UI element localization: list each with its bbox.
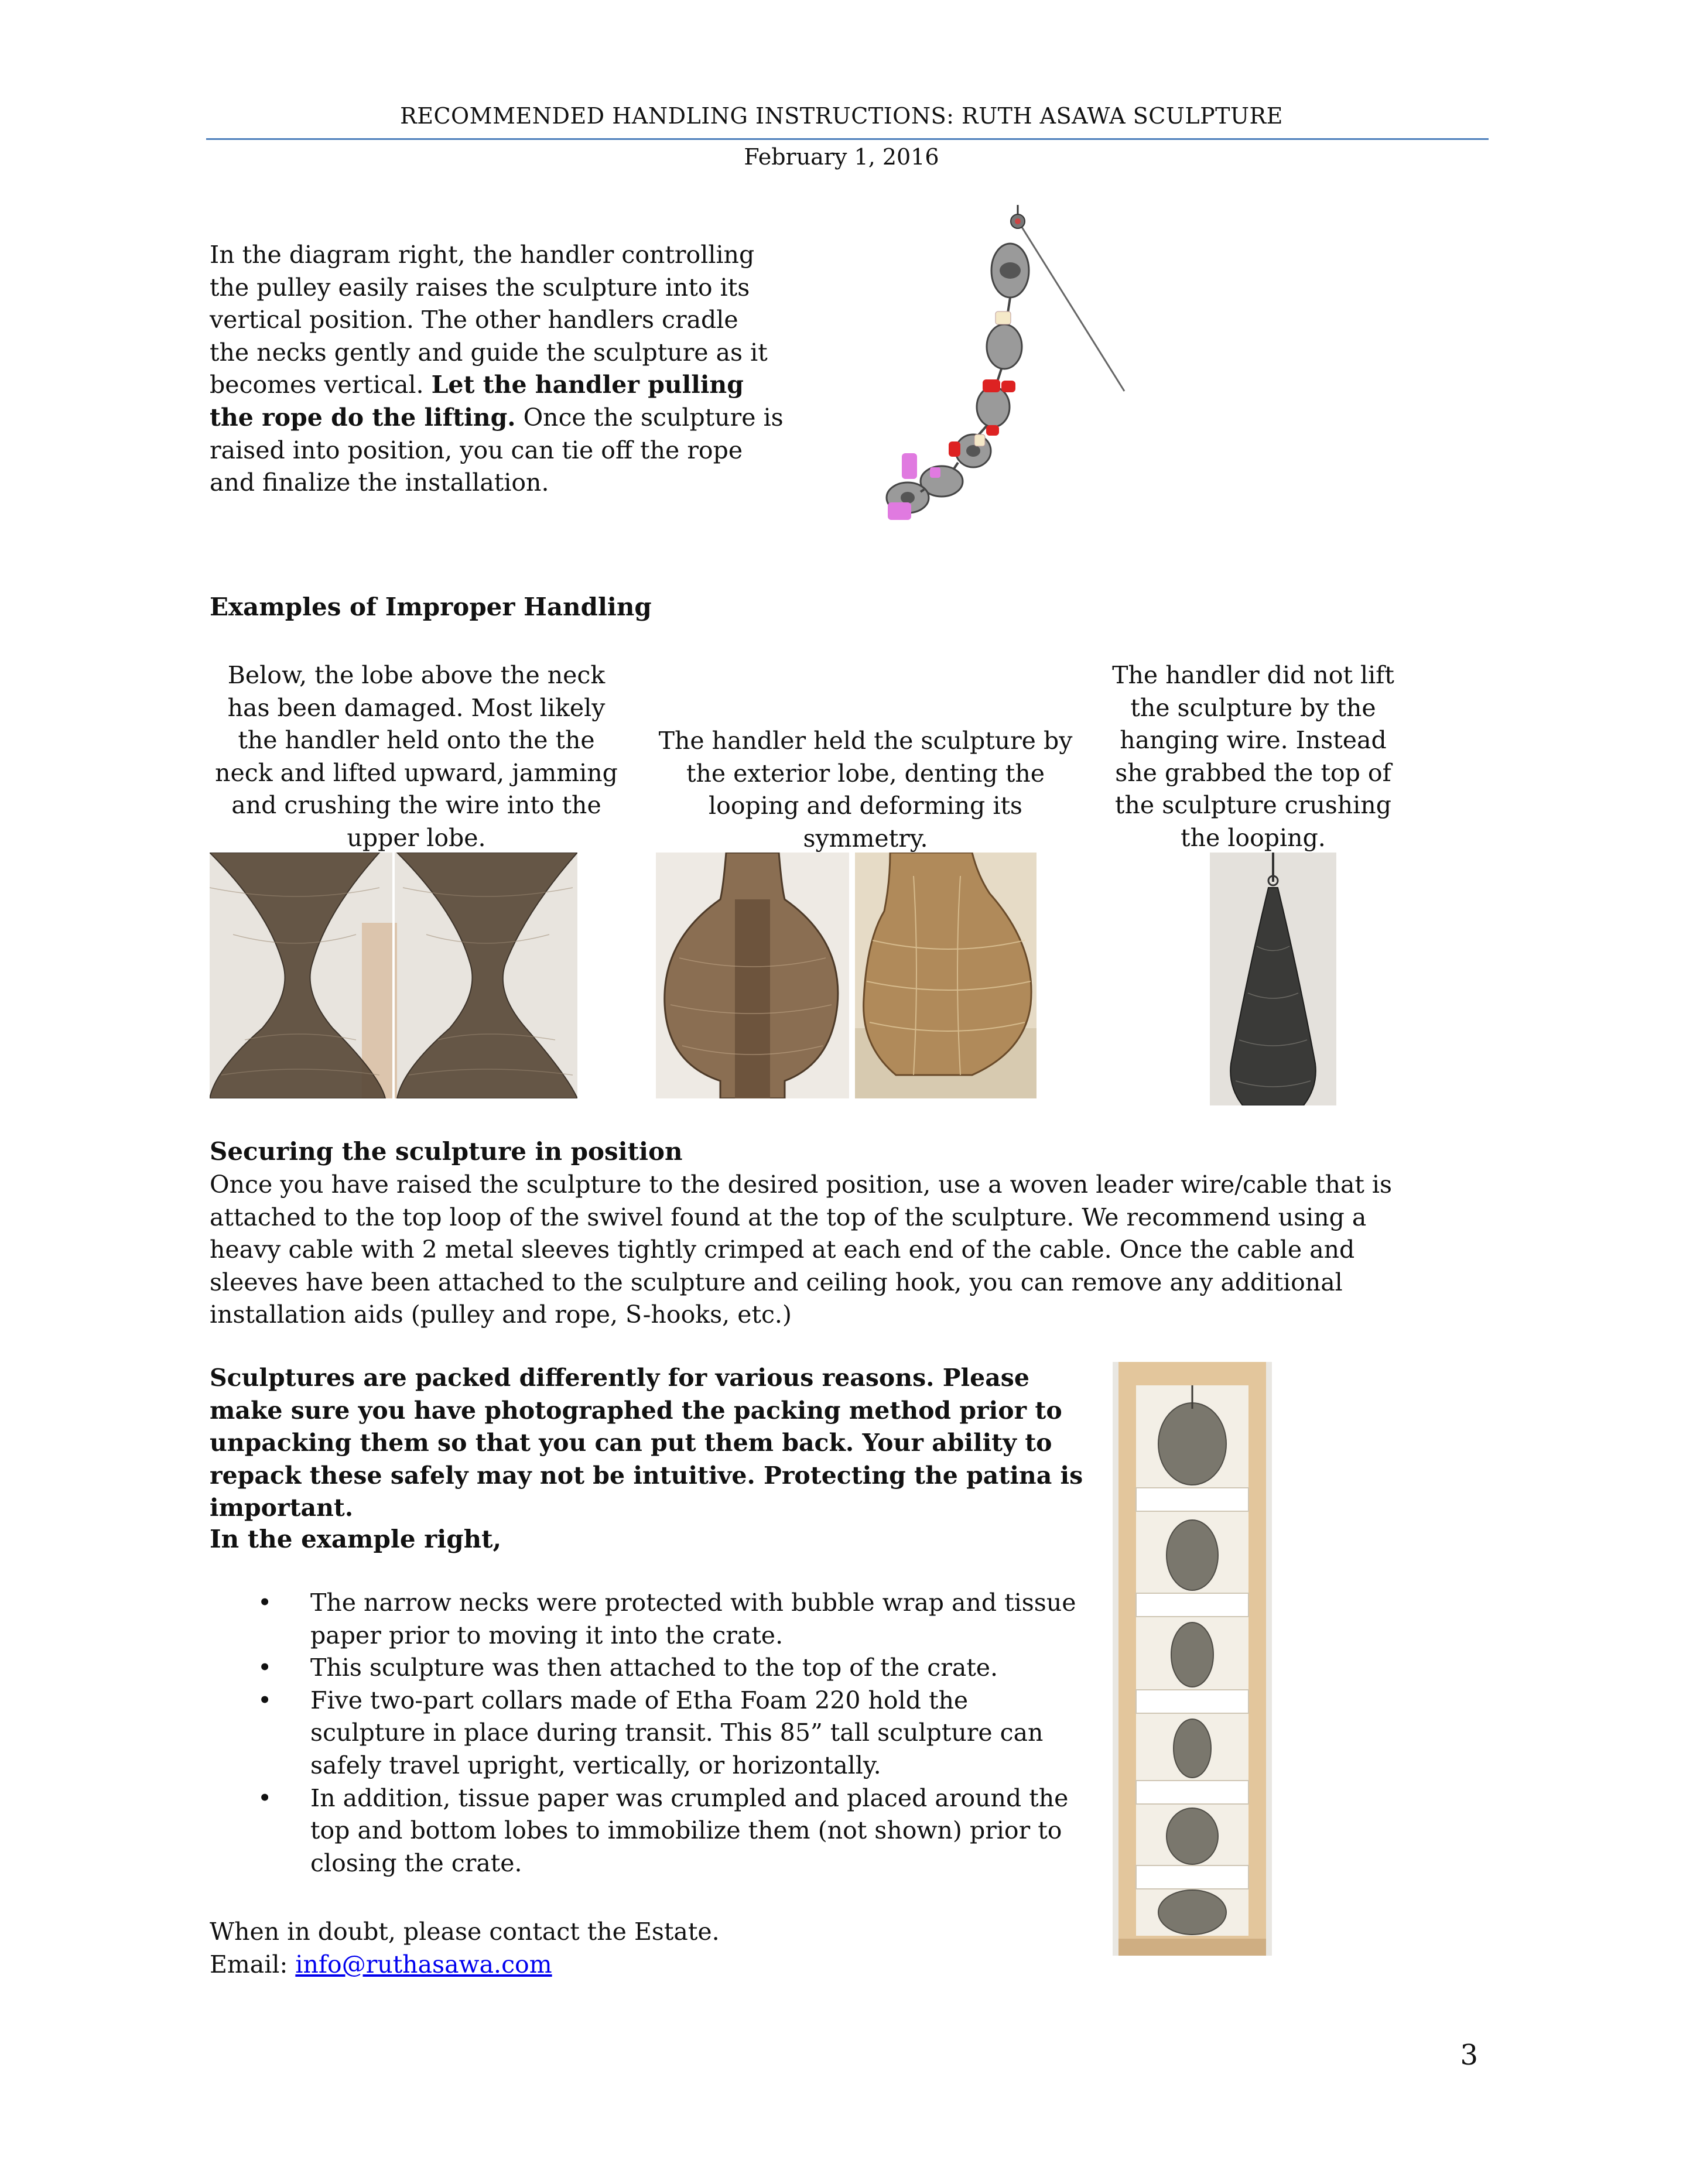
bullet-text: This sculpture was then attached to the top of the crate. xyxy=(310,1654,998,1682)
improper-handling-heading: Examples of Improper Handling xyxy=(210,593,652,621)
example-heading: In the example right, xyxy=(210,1525,502,1553)
bullet-marker: • xyxy=(258,1686,272,1714)
bullet-marker: • xyxy=(258,1654,272,1682)
bullet-text: In addition, tissue paper was crumpled and placed around the top and bottom lobes to immobilize them (not shown) prior to closing the crate. xyxy=(310,1784,1069,1877)
photo-packing-crate xyxy=(1113,1362,1272,1956)
bullet-item xyxy=(258,1685,1089,1782)
pulley-diagram-illustration xyxy=(855,205,1136,533)
contact-line: When in doubt, please contact the Estate. xyxy=(210,1918,720,1946)
securing-paragraph: Once you have raised the sculpture to the desired position, use a woven leader wire/cable that is attached to the top loop of the swivel found at the top of the sculpture. We recommend using a heavy cable with 2 metal sleeves tightly crimped at each end of the cable. Once the cable and sleeves have been attached to the sculpture and ceiling hook, you can remove any additional installation aids (pulley and rope, S-hooks, etc.) xyxy=(210,1170,1393,1329)
caption-crushed-top: The handler did not lift the sculpture by the hanging wire. Instead she grabbed the top of the sculpture crushing the looping. xyxy=(1112,661,1394,852)
email-label: Email: xyxy=(210,1950,296,1978)
caption-damaged-lobe: Below, the lobe above the neck has been damaged. Most likely the handler held onto the the neck and lifted upward, jamming and crushing the wire into the upper lobe. xyxy=(215,661,618,852)
photo-dented-lobe-right xyxy=(855,853,1037,1098)
bullet-item xyxy=(258,1782,1089,1880)
bullet-marker: • xyxy=(258,1784,272,1812)
bullet-item xyxy=(258,1587,1089,1652)
page-number: 3 xyxy=(1460,2039,1478,2072)
packing-warning-paragraph: Sculptures are packed differently for various reasons. Please make sure you have photographed the packing method prior to unpacking them so that you can put them back. Your ability to repack these safely may not be intuitive. Protecting the patina is important. xyxy=(210,1364,1083,1522)
securing-heading: Securing the sculpture in position xyxy=(210,1137,683,1166)
document-date: February 1, 2016 xyxy=(744,144,939,170)
damaged-neck-image xyxy=(210,853,577,1098)
crushed-top-image xyxy=(1210,853,1336,1105)
packing-crate-image xyxy=(1113,1362,1272,1956)
intro-text-1: In the diagram right, the handler controlling the pulley easily raises the sculpture into its vertical position. The other handlers cradle the necks gently and guide the sculpture as it becomes vertical. xyxy=(210,241,768,399)
contact-email-row xyxy=(210,1949,552,1981)
photo-dented-lobe-left xyxy=(656,853,849,1098)
caption-exterior-lobe: The handler held the sculpture by the exterior lobe, denting the looping and deforming its symmetry. xyxy=(658,727,1073,853)
bullet-marker: • xyxy=(258,1589,272,1617)
photo-damaged-neck xyxy=(210,853,577,1098)
intro-paragraph xyxy=(210,239,784,499)
packing-bullet-list xyxy=(258,1587,1089,1880)
bullet-text: Five two-part collars made of Etha Foam 220 hold the sculpture in place during transit. This 85” tall sculpture can safely travel upright, vertically, or horizontally. xyxy=(310,1686,1044,1779)
intro-bold-text: Let the handler pulling the rope do the lifting. xyxy=(210,371,744,432)
bullet-text: The narrow necks were protected with bubble wrap and tissue paper prior to moving it into the crate. xyxy=(310,1589,1076,1649)
email-link[interactable]: info@ruthasawa.com xyxy=(295,1950,552,1978)
dented-lobe-right-image xyxy=(855,853,1037,1098)
photo-crushed-top xyxy=(1210,853,1336,1105)
header-divider xyxy=(206,138,1489,140)
pulley-diagram xyxy=(855,205,1136,533)
document-header-title: RECOMMENDED HANDLING INSTRUCTIONS: RUTH ASAWA SCULPTURE xyxy=(400,103,1283,129)
intro-text-2: Once the sculpture is raised into position, you can tie off the rope and finalize the installation. xyxy=(210,403,784,497)
dented-lobe-left-image xyxy=(656,853,849,1098)
bullet-item xyxy=(258,1652,1089,1685)
